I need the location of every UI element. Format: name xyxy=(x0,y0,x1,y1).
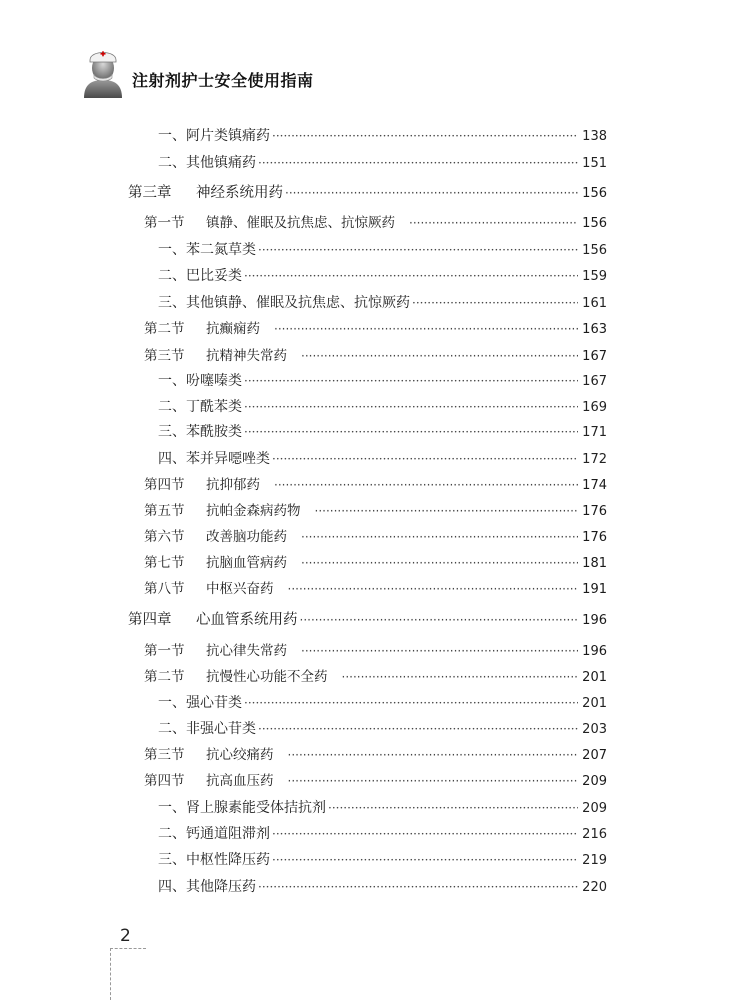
entry-title: 二、其他镇痛药 xyxy=(158,155,256,171)
entry-title: 一、吩噻嗪类 xyxy=(158,373,242,389)
dot-leader xyxy=(258,154,578,172)
entry-title: 一、强心苷类 xyxy=(158,695,242,711)
dot-leader xyxy=(409,214,578,232)
crop-mark xyxy=(110,948,111,1000)
entry-title: 二、非强心苷类 xyxy=(158,721,256,737)
entry-page-number: 159 xyxy=(582,269,607,284)
entry-page-number: 156 xyxy=(582,186,607,201)
entry-page-number: 167 xyxy=(582,374,607,389)
entry-title: 抗抑郁药 xyxy=(206,477,260,493)
toc-item-entry[interactable] xyxy=(158,127,607,146)
toc-section-entry[interactable] xyxy=(144,554,607,573)
toc-chapter-entry[interactable] xyxy=(128,611,607,630)
entry-title: 抗脑血管病药 xyxy=(206,555,287,571)
entry-page-number: 196 xyxy=(582,613,607,628)
entry-title: 抗高血压药 xyxy=(206,773,274,789)
entry-title: 一、苯二氮草类 xyxy=(158,242,256,258)
entry-page-number: 216 xyxy=(582,827,607,842)
dot-leader xyxy=(288,580,579,598)
entry-page-number: 172 xyxy=(582,452,607,467)
entry-page-number: 220 xyxy=(582,880,607,895)
dot-leader xyxy=(244,267,578,285)
section-number: 第三节 xyxy=(144,747,185,763)
dot-leader xyxy=(258,878,578,896)
section-number: 第二节 xyxy=(144,321,185,337)
entry-title: 四、苯并异噁唑类 xyxy=(158,451,270,467)
toc-section-entry[interactable] xyxy=(144,214,607,233)
dot-leader xyxy=(274,476,578,494)
toc-item-entry[interactable] xyxy=(158,267,607,286)
toc-section-entry[interactable] xyxy=(144,642,607,661)
entry-page-number: 209 xyxy=(582,801,607,816)
entry-page-number: 201 xyxy=(582,670,607,685)
entry-title: 改善脑功能药 xyxy=(206,529,287,545)
crop-mark xyxy=(110,948,146,949)
entry-page-number: 176 xyxy=(582,504,607,519)
dot-leader xyxy=(244,398,578,416)
dot-leader xyxy=(301,642,578,660)
section-number: 第一节 xyxy=(144,643,185,659)
section-number: 第二节 xyxy=(144,669,185,685)
entry-title: 二、钙通道阻滞剂 xyxy=(158,826,270,842)
toc-section-entry[interactable] xyxy=(144,772,607,791)
dot-leader xyxy=(272,825,578,843)
toc-section-entry[interactable] xyxy=(144,502,607,521)
toc-item-entry[interactable] xyxy=(158,423,607,442)
entry-page-number: 163 xyxy=(582,322,607,337)
toc-item-entry[interactable] xyxy=(158,851,607,870)
toc-section-entry[interactable] xyxy=(144,320,607,339)
entry-page-number: 151 xyxy=(582,156,607,171)
entry-page-number: 196 xyxy=(582,644,607,659)
entry-title: 二、巴比妥类 xyxy=(158,268,242,284)
dot-leader xyxy=(301,528,578,546)
section-number: 第三节 xyxy=(144,348,185,364)
toc-item-entry[interactable] xyxy=(158,450,607,469)
toc-section-entry[interactable] xyxy=(144,746,607,765)
dot-leader xyxy=(272,851,578,869)
entry-page-number: 138 xyxy=(582,129,607,144)
entry-page-number: 156 xyxy=(582,216,607,231)
toc-chapter-entry[interactable] xyxy=(128,184,607,203)
dot-leader xyxy=(258,720,578,738)
toc-item-entry[interactable] xyxy=(158,294,607,313)
entry-title: 心血管系统用药 xyxy=(196,612,298,628)
section-number: 第四节 xyxy=(144,773,185,789)
toc-item-entry[interactable] xyxy=(158,825,607,844)
entry-title: 抗心律失常药 xyxy=(206,643,287,659)
dot-leader xyxy=(274,320,578,338)
dot-leader xyxy=(315,502,579,520)
entry-page-number: 169 xyxy=(582,400,607,415)
dot-leader xyxy=(258,241,578,259)
dot-leader xyxy=(301,347,578,365)
toc-item-entry[interactable] xyxy=(158,694,607,713)
entry-title: 抗精神失常药 xyxy=(206,348,287,364)
entry-page-number: 201 xyxy=(582,696,607,711)
entry-page-number: 156 xyxy=(582,243,607,258)
section-number: 第一节 xyxy=(144,215,185,231)
chapter-number: 第三章 xyxy=(128,185,172,201)
entry-page-number: 174 xyxy=(582,478,607,493)
nurse-avatar-icon xyxy=(80,46,126,98)
entry-page-number: 167 xyxy=(582,349,607,364)
toc-section-entry[interactable] xyxy=(144,347,607,366)
entry-title: 二、丁酰苯类 xyxy=(158,399,242,415)
toc-section-entry[interactable] xyxy=(144,476,607,495)
dot-leader xyxy=(301,554,578,572)
toc-item-entry[interactable] xyxy=(158,878,607,897)
entry-title: 神经系统用药 xyxy=(196,185,283,201)
dot-leader xyxy=(300,611,579,629)
toc-item-entry[interactable] xyxy=(158,398,607,417)
toc-item-entry[interactable] xyxy=(158,720,607,739)
entry-title: 四、其他降压药 xyxy=(158,879,256,895)
entry-page-number: 176 xyxy=(582,530,607,545)
toc-section-entry[interactable] xyxy=(144,580,607,599)
entry-title: 三、苯酰胺类 xyxy=(158,424,242,440)
entry-title: 中枢兴奋药 xyxy=(206,581,274,597)
entry-page-number: 207 xyxy=(582,748,607,763)
dot-leader xyxy=(285,184,578,202)
section-number: 第四节 xyxy=(144,477,185,493)
dot-leader xyxy=(412,294,578,312)
dot-leader xyxy=(288,746,579,764)
toc-section-entry[interactable] xyxy=(144,668,607,687)
entry-title: 抗帕金森病药物 xyxy=(206,503,301,519)
toc-item-entry[interactable] xyxy=(158,799,607,818)
section-number: 第六节 xyxy=(144,529,185,545)
entry-page-number: 171 xyxy=(582,425,607,440)
dot-leader xyxy=(244,423,578,441)
dot-leader xyxy=(244,694,578,712)
entry-page-number: 219 xyxy=(582,853,607,868)
chapter-number: 第四章 xyxy=(128,612,172,628)
entry-title: 一、阿片类镇痛药 xyxy=(158,128,270,144)
section-number: 第八节 xyxy=(144,581,185,597)
dot-leader xyxy=(328,799,578,817)
section-number: 第五节 xyxy=(144,503,185,519)
toc-item-entry[interactable] xyxy=(158,154,607,173)
entry-title: 抗心绞痛药 xyxy=(206,747,274,763)
entry-title: 一、肾上腺素能受体拮抗剂 xyxy=(158,800,326,816)
dot-leader xyxy=(342,668,579,686)
toc-item-entry[interactable] xyxy=(158,241,607,260)
running-header xyxy=(78,42,478,102)
entry-page-number: 191 xyxy=(582,582,607,597)
entry-title: 三、其他镇静、催眠及抗焦虑、抗惊厥药 xyxy=(158,295,410,311)
dot-leader xyxy=(272,127,578,145)
entry-title: 镇静、催眠及抗焦虑、抗惊厥药 xyxy=(206,215,395,231)
section-number: 第七节 xyxy=(144,555,185,571)
entry-page-number: 209 xyxy=(582,774,607,789)
dot-leader xyxy=(272,450,578,468)
entry-page-number: 203 xyxy=(582,722,607,737)
entry-title: 抗癫痫药 xyxy=(206,321,260,337)
page-number: 2 xyxy=(120,926,131,946)
toc-section-entry[interactable] xyxy=(144,528,607,547)
dot-leader xyxy=(288,772,579,790)
entry-title: 抗慢性心功能不全药 xyxy=(206,669,328,685)
toc-item-entry[interactable] xyxy=(158,372,607,391)
entry-page-number: 181 xyxy=(582,556,607,571)
entry-page-number: 161 xyxy=(582,296,607,311)
entry-title: 三、中枢性降压药 xyxy=(158,852,270,868)
dot-leader xyxy=(244,372,578,390)
book-title: 注射剂护士安全使用指南 xyxy=(132,71,314,90)
